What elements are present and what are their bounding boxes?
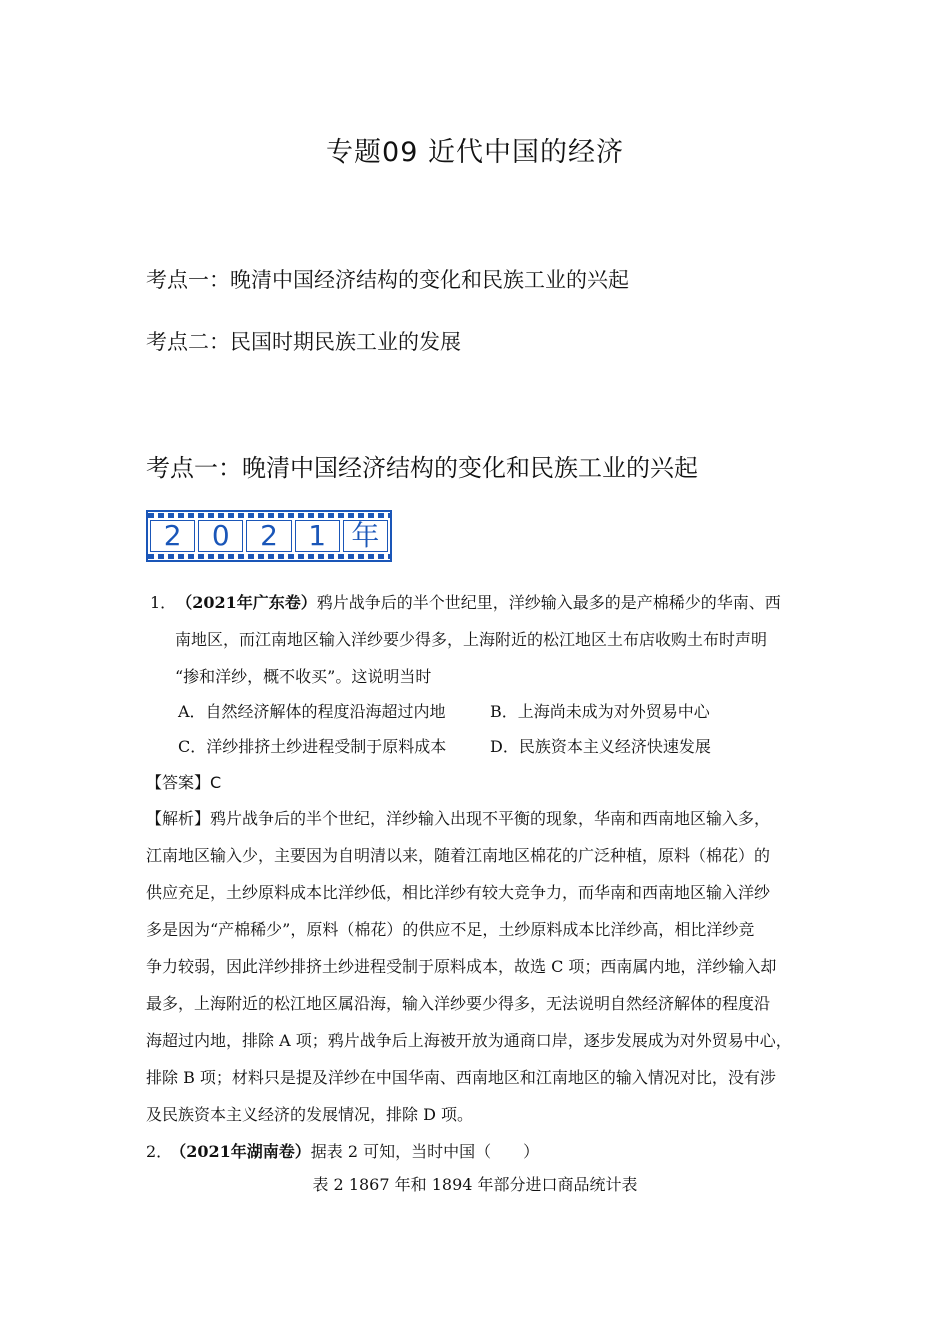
analysis-line: 供应充足，土纱原料成本比洋纱低，相比洋纱有较大竞争力，而华南和西南地区输入洋纱 <box>146 883 771 902</box>
analysis-line: 多是因为“产棉稀少”，原料（棉花）的供应不足，土纱原料成本比洋纱高，相比洋纱竞 <box>146 920 755 939</box>
analysis-line: 排除 B 项；材料只是提及洋纱在中国华南、西南地区和江南地区的输入情况对比，没有涉 <box>146 1068 776 1087</box>
year-badge-char: 2 <box>246 520 291 552</box>
question-number: 1． <box>150 593 177 612</box>
option-a[interactable]: A．自然经济解体的程度沿海超过内地 <box>178 702 446 721</box>
question-stem-line: “掺和洋纱，概不收买”。这说明当时 <box>175 667 432 686</box>
question-number: 2． <box>146 1142 173 1161</box>
analysis-line: 争力较弱，因此洋纱排挤土纱进程受制于原料成本，故选 C 项；西南属内地，洋纱输入却 <box>146 957 777 976</box>
analysis-label: 【解析】 <box>146 809 211 828</box>
answer-label: 【答案】 <box>146 773 211 792</box>
year-badge-char: 1 <box>295 520 340 552</box>
analysis-line: 江南地区输入少，主要因为自明清以来，随着江南地区棉花的广泛种植，原料（棉花）的 <box>146 846 771 865</box>
answer-value: C <box>210 773 222 792</box>
film-strip-top <box>148 513 390 518</box>
question-stem-line: 南地区，而江南地区输入洋纱要少得多，上海附近的松江地区土布店收购土布时声明 <box>175 630 768 649</box>
analysis-line: 及民族资本主义经济的发展情况，排除 D 项。 <box>146 1105 474 1124</box>
question-stem: 据表 2 可知，当时中国（ ） <box>310 1142 540 1161</box>
question-stem-line: 鸦片战争后的半个世纪里，洋纱输入最多的是产棉稀少的华南、西 <box>316 593 781 612</box>
analysis-line: 海超过内地，排除 A 项；鸦片战争后上海被开放为通商口岸，逐步发展成为对外贸易中心， <box>146 1031 792 1050</box>
year-badge-char: 0 <box>198 520 243 552</box>
option-b[interactable]: B．上海尚未成为对外贸易中心 <box>490 702 710 721</box>
option-d[interactable]: D．民族资本主义经济快速发展 <box>490 737 711 756</box>
year-badge <box>146 510 392 562</box>
film-strip-bottom <box>148 554 390 559</box>
analysis-line: 最多，上海附近的松江地区属沿海，输入洋纱要少得多，无法说明自然经济解体的程度沿 <box>146 994 771 1013</box>
table-caption: 表 2 1867 年和 1894 年部分进口商品统计表 <box>312 1175 638 1194</box>
toc-item-1[interactable]: 考点一：晚清中国经济结构的变化和民族工业的兴起 <box>146 268 629 292</box>
option-c[interactable]: C．洋纱排挤土纱进程受制于原料成本 <box>178 737 447 756</box>
year-badge-char: 2 <box>150 520 195 552</box>
analysis-line: 鸦片战争后的半个世纪，洋纱输入出现不平衡的现象，华南和西南地区输入多， <box>210 809 771 828</box>
toc-item-2[interactable]: 考点二：民国时期民族工业的发展 <box>146 330 461 354</box>
question-source: （2021年湖南卷） <box>178 1142 311 1161</box>
year-badge-char: 年 <box>343 520 388 552</box>
section-heading: 考点一：晚清中国经济结构的变化和民族工业的兴起 <box>146 454 698 482</box>
page-title: 专题09 近代中国的经济 <box>326 137 624 168</box>
question-source: （2021年广东卷） <box>184 593 317 612</box>
